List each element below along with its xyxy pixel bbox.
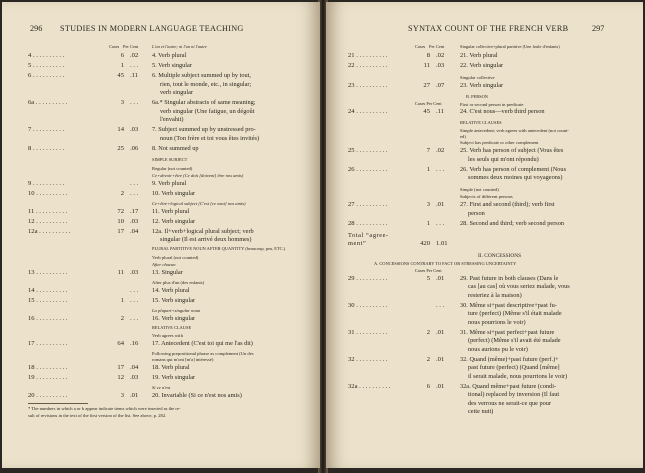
left-row-number: 13 . . . . . . . . . . — [28, 269, 68, 276]
left-row-text: 12. Verb singular — [152, 217, 196, 225]
section-subtitle: Ce+être+logical subject (C'est [ce sont] nos amis) — [152, 200, 246, 206]
left-row-cases: 12 — [117, 374, 124, 381]
left-row-text: 18. Verb plural — [152, 364, 190, 371]
left-row-percent: . . . — [130, 315, 139, 322]
left-page — [2, 2, 320, 468]
right-row-text: resteriez à la maison) — [468, 291, 522, 299]
left-row-text: 13. Singular — [152, 269, 183, 276]
left-row-text: 6. Multiple subject summed up by tout, — [152, 72, 251, 79]
section-subtitle: ed) — [460, 133, 466, 139]
right-row-text: 22. Verb singular — [460, 62, 504, 69]
section-subtitle: After plus d'un (des enfants) — [152, 280, 205, 285]
right-row-percent: .02 — [436, 52, 445, 59]
left-row-text: 7. Subject summed up by unstressed pro- — [152, 126, 256, 133]
left-row-text: 4. Verb plural — [152, 52, 187, 59]
section-cols: Cases Per Cent — [415, 267, 442, 273]
right-row-text: person — [468, 209, 485, 217]
section-subtitle: Simple antecedent; verb agrees with antecedent (not count- — [460, 128, 569, 133]
left-row-number: 6a . . . . . . . . . . — [28, 99, 68, 106]
left-row-number: 6 . . . . . . . . . . — [28, 72, 65, 79]
left-row-cases: 1 — [120, 62, 124, 69]
left-row-percent: .04 — [130, 364, 139, 371]
right-row-percent: .01 — [436, 355, 445, 363]
right-row-text: 30. Même si+past descriptive+past fu- — [460, 301, 557, 309]
left-row-cases: 6 — [120, 52, 124, 59]
right-row-cases: 5 — [426, 274, 430, 282]
right-row-text: 31. Même si+past perfect+past future — [460, 328, 555, 336]
right-row-text: past future (perfect) (Quand [même] — [468, 364, 560, 371]
left-row-cases: 17 — [117, 364, 124, 371]
left-row-text: rien, tout le monde, etc., in singular; — [160, 80, 252, 88]
left-row-number: 5 . . . . . . . . . . — [28, 62, 65, 69]
right-row-number: 32 . . . . . . . . . . — [348, 355, 388, 363]
right-row-percent: .11 — [436, 108, 444, 115]
right-row-percent: .07 — [436, 82, 445, 89]
running-head: STUDIES IN MODERN LANGUAGE TEACHING — [60, 24, 244, 33]
left-row-number: 16 . . . . . . . . . . — [28, 315, 68, 322]
right-row-text: 26. Verb has person of complement (Nous — [460, 165, 567, 173]
right-row-percent: . . . — [436, 165, 445, 173]
section-subtitle: After chacun — [152, 262, 176, 267]
left-row-percent: . . . — [130, 287, 139, 294]
left-row-number: 15 . . . . . . . . . . — [28, 297, 68, 304]
section-title: B. PERSON — [466, 94, 488, 99]
right-row-cases: 45 — [423, 108, 430, 115]
right-row-number: 28 . . . . . . . . . . — [348, 219, 388, 227]
left-row-percent: . . . — [130, 99, 139, 106]
left-row-text: 5. Verb singular — [152, 62, 192, 69]
section-subtitle: Simple (not counted) — [460, 187, 499, 192]
left-row-percent: . . . — [130, 62, 139, 69]
left-row-cases: 45 — [117, 72, 124, 79]
right-row-cases: 2 — [426, 328, 430, 336]
page-number: 297 — [592, 24, 605, 33]
left-row-number: 11 . . . . . . . . . . — [28, 207, 68, 215]
section-subtitle: Singular collective — [460, 75, 495, 80]
right-row-text: 21. Verb plural — [460, 52, 498, 59]
left-row-percent: .11 — [130, 72, 138, 79]
left-row-number: 9 . . . . . . . . . . — [28, 179, 65, 187]
left-row-text: 11. Verb plural — [152, 207, 190, 215]
left-row-text: 12a. Il+verb+logical plural subject; verb — [152, 227, 254, 235]
right-row-number: 32a . . . . . . . . . . — [348, 382, 391, 390]
left-row-text: 15. Verb singular — [152, 297, 196, 304]
right-row-number: 29 . . . . . . . . . . — [348, 274, 388, 282]
running-head: SYNTAX COUNT OF THE FRENCH VERB — [408, 24, 569, 33]
total-label: Total “agree- — [348, 231, 389, 239]
column-header-cases: Cases — [109, 44, 120, 49]
column-header-text: Singular collective+plural partitive (Une foule d'enfants) — [460, 44, 560, 49]
right-row-text: tional) replaced by inversion (Il faut — [468, 391, 560, 398]
left-row-percent: . . . — [130, 297, 139, 304]
left-row-percent: .03 — [130, 374, 139, 381]
right-row-cases: 3 — [426, 201, 430, 208]
left-row-text: singular (Il est arrivé deux hommes) — [160, 236, 252, 243]
right-row-number: 31 . . . . . . . . . . — [348, 328, 388, 336]
right-row-percent: . . . — [436, 219, 445, 227]
right-row-cases: 6 — [426, 382, 430, 390]
left-row-text: 16. Verb singular — [152, 315, 196, 322]
section-title: RELATIVE CLAUSES — [460, 120, 502, 125]
right-row-cases: 2 — [426, 355, 430, 363]
left-row-percent: .03 — [130, 126, 139, 133]
right-row-text: 27. First and second (third); verb first — [460, 201, 555, 208]
section-title: PLURAL PARTITIVE NOUN AFTER QUANTITY (beaucoup, peu, ETC.) — [152, 246, 286, 251]
left-row-number: 20 . . . . . . . . . . — [28, 392, 68, 399]
left-row-cases: 2 — [120, 189, 124, 197]
right-row-text: nous aurions pu le voir) — [468, 345, 528, 353]
footnote-rule — [28, 403, 88, 404]
section-cols: Cases Per Cent — [415, 101, 442, 106]
right-page — [326, 2, 643, 468]
right-row-text: ture (perfect) (Même s'il était malade — [468, 310, 562, 317]
left-row-percent: . . . — [130, 179, 139, 187]
right-row-text: il serait malade, nous pourrions le voir) — [468, 372, 568, 380]
left-row-number: 19 . . . . . . . . . . — [28, 374, 68, 381]
total-percent: 1.01 — [436, 239, 448, 247]
left-row-cases: 11 — [117, 269, 124, 276]
section-title: RELATIVE CLAUSE — [152, 325, 192, 330]
right-row-percent: . . . — [436, 301, 445, 309]
section-subtitle: romans qui m'ont [m'a] intéressé) — [152, 357, 214, 362]
left-row-number: 7 . . . . . . . . . . — [28, 126, 65, 133]
left-row-cases: 25 — [117, 144, 124, 152]
left-row-number: 18 . . . . . . . . . . — [28, 364, 68, 371]
total-cases: 420 — [420, 239, 430, 247]
right-row-cases: 27 — [423, 82, 430, 89]
right-row-number: 24 . . . . . . . . . . — [348, 108, 388, 115]
right-row-text: les seuls qui m'ont répondu) — [468, 155, 539, 163]
right-row-number: 27 . . . . . . . . . . — [348, 201, 388, 208]
section-subtitle: Subject has predicate or other complement — [460, 140, 539, 145]
right-row-number: 22 . . . . . . . . . . — [348, 62, 388, 69]
section-subtitle: Verb plural (not counted) — [152, 255, 199, 260]
right-row-number: 21 . . . . . . . . . . — [348, 52, 388, 59]
left-row-percent: .03 — [130, 217, 139, 225]
right-row-text: des verrous ne serait-ce que pour — [468, 399, 552, 407]
right-row-percent: .01 — [436, 274, 445, 282]
right-row-text: 29. Past future in both clauses (Dans le — [460, 274, 559, 282]
column-header-percent: Per Cent — [123, 44, 139, 49]
section-subtitle: Subjects of different persons — [460, 194, 513, 199]
left-row-number: 8 . . . . . . . . . . — [28, 144, 65, 152]
right-row-text: cas [au cas] où vous seriez malade, vous — [468, 283, 570, 290]
right-row-text: sommes deux moines qui voyageons) — [468, 174, 563, 181]
left-row-number: 12 . . . . . . . . . . — [28, 217, 68, 225]
left-row-percent: . . . — [130, 189, 139, 197]
section-subtitle: Verb agrees with — [152, 333, 183, 338]
right-row-cases: 1 — [426, 219, 430, 227]
left-row-percent: .02 — [130, 52, 139, 59]
right-row-cases: 7 — [426, 147, 430, 154]
footnote-text: sult of revisions in the text of the first version of the list. See above, p. 282. — [28, 412, 167, 418]
left-row-text: verb singular — [160, 89, 194, 96]
left-row-number: 17 . . . . . . . . . . — [28, 340, 68, 347]
left-row-number: 10 . . . . . . . . . . — [28, 189, 68, 197]
right-row-text: 32. Quand (même)+past future (perf.)+ — [460, 355, 559, 363]
left-row-percent: .06 — [130, 144, 139, 152]
right-row-number: 23 . . . . . . . . . . — [348, 82, 388, 89]
right-row-text: (perfect) (Même s'il avait été malade — [468, 337, 561, 344]
right-row-text: cette nuit) — [468, 408, 494, 415]
left-row-cases: 14 — [117, 126, 124, 133]
left-row-number: 12a . . . . . . . . . . — [28, 227, 71, 235]
left-row-percent: .01 — [130, 392, 139, 399]
left-row-cases: 10 — [117, 217, 124, 225]
right-row-text: 23. Verb singular — [460, 82, 504, 89]
left-row-number: 14 . . . . . . . . . . — [28, 287, 68, 294]
left-row-text: 10. Verb singular — [152, 189, 196, 197]
left-row-text: 6a.* Singular abstracts of same meaning; — [152, 99, 256, 106]
section-subtitle: First or second person in predicate — [460, 102, 524, 107]
section-title: II. CONCESSIONS — [478, 252, 522, 259]
section-subtitle: Si ce n'est — [152, 385, 171, 390]
right-row-percent: .01 — [436, 328, 445, 336]
left-row-percent: .17 — [130, 207, 139, 215]
left-row-cases: 1 — [120, 297, 124, 304]
left-row-cases: 72 — [117, 207, 124, 215]
left-row-percent: .03 — [130, 269, 139, 276]
right-row-cases: 11 — [423, 62, 430, 69]
left-row-cases: 64 — [117, 340, 124, 347]
right-row-text: 24. C'est nous—verb third person — [460, 108, 545, 115]
right-row-cases: 1 — [426, 165, 430, 173]
left-row-text: verb singular (Une fatigue, un dégoût — [160, 107, 255, 115]
left-row-text: 8. Not summed up — [152, 144, 199, 152]
left-row-text: noun (Ton frère et toi vous êtes invités) — [160, 134, 260, 142]
section-title: A. CONCESSIONS CONTRARY TO FACT OR STRESSING UNCERTAINTY — [374, 260, 517, 266]
footnote-text: * The numbers in which a or b appear indicate items which were inserted as the re- — [28, 406, 181, 411]
left-row-number: 4 . . . . . . . . . . — [28, 52, 65, 59]
right-row-percent: .02 — [436, 147, 445, 154]
right-row-text: 25. Verb has person of subject (Vous êtes — [460, 147, 564, 154]
left-row-text: 20. Invariable (Si ce n'est nos amis) — [152, 392, 242, 399]
page-number: 296 — [30, 24, 43, 33]
left-row-cases: 2 — [120, 315, 124, 322]
right-row-number: 25 . . . . . . . . . . — [348, 147, 388, 154]
right-row-percent: .01 — [436, 201, 445, 208]
right-row-text: 32a. Quand même+past future (condi- — [460, 382, 557, 390]
left-row-percent: .04 — [130, 227, 139, 235]
right-row-number: 30 . . . . . . . . . . — [348, 301, 388, 309]
section-title: SIMPLE SUBJECT — [152, 156, 188, 162]
section-subtitle: Following prepositional phrase as complement (Un des — [152, 351, 254, 356]
right-row-number: 26 . . . . . . . . . . — [348, 165, 388, 173]
left-row-text: 9. Verb plural — [152, 179, 187, 187]
right-row-percent: .03 — [436, 62, 445, 69]
left-row-text: 14. Verb plural — [152, 287, 190, 294]
column-header-cases: Cases — [415, 44, 426, 49]
right-row-text: nous pourrions le voir) — [468, 318, 526, 326]
left-row-cases: 17 — [117, 227, 124, 235]
left-row-text: 17. Antecedent (C'est toi qui me l'as dit) — [152, 340, 253, 347]
column-header-text: L'un et l'autre; ni l'un ni l'autre — [152, 44, 207, 49]
left-row-cases: 3 — [120, 99, 124, 106]
right-row-percent: .01 — [436, 382, 445, 390]
column-header-percent: Per Cent — [429, 44, 445, 49]
left-row-cases: 3 — [120, 392, 124, 399]
left-row-percent: .16 — [130, 340, 139, 347]
left-row-text: 19. Verb singular — [152, 374, 196, 381]
section-subtitle: La plupart+singular noun — [152, 308, 201, 313]
section-subtitle: Ce+devoir+être (Ce doit [doivent] être nos amis) — [152, 172, 244, 178]
right-row-text: 28. Second and third; verb second person — [460, 219, 565, 227]
total-label: ment” — [348, 239, 367, 247]
right-row-cases: 8 — [426, 52, 430, 59]
section-subtitle: Regular (not counted) — [152, 165, 193, 171]
left-row-text: l'envahit) — [160, 116, 184, 123]
